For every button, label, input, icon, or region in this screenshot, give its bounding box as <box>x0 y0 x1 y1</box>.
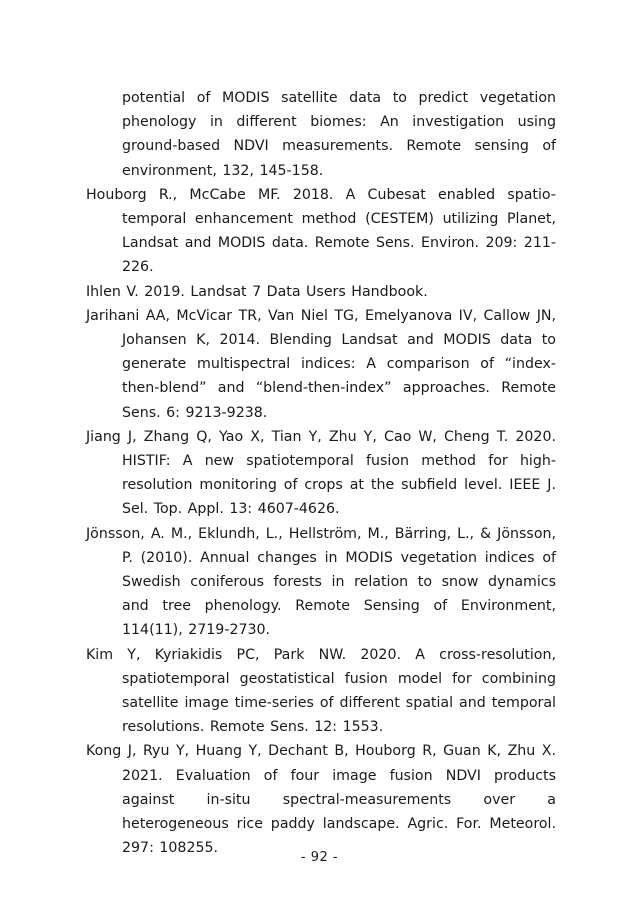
reference-entry: Jönsson, A. M., Eklundh, L., Hellström, M., Bärring, L., & Jönsson, P. (2010). Annual changes in MODIS vegetation indices of Swedish coniferous forests in relation to snow dynamics and tree phenology. Remote Sensing of Environment, 114(11), 2719-2730. <box>86 525 556 639</box>
reference-list <box>86 86 556 861</box>
reference-entry: Ihlen V. 2019. Landsat 7 Data Users Handbook. <box>86 283 428 300</box>
reference-entry: Kim Y, Kyriakidis PC, Park NW. 2020. A cross-resolution, spatiotemporal geostatistical fusion model for combining satellite image time-series of different spatial and temporal resolutions. Remote Sens. 12: 1553. <box>86 646 556 736</box>
reference-entry: Kong J, Ryu Y, Huang Y, Dechant B, Houborg R, Guan K, Zhu X. 2021. Evaluation of four image fusion NDVI products against in-situ spectral-measurements over a heterogeneous rice paddy landscape. Agric. For. Meteorol. 297: 108255. <box>86 743 556 857</box>
reference-entry: Jiang J, Zhang Q, Yao X, Tian Y, Zhu Y, Cao W, Cheng T. 2020. HISTIF: A new spatiotemporal fusion method for high-resolution monitoring of crops at the subfield level. IEEE J. Sel. Top. Appl. 13: 4607-4626. <box>86 428 556 518</box>
reference-entry: potential of MODIS satellite data to predict vegetation phenology in different biomes: An investigation using ground-based NDVI measurements. Remote sensing of environment, 132, 145-158. <box>122 90 556 179</box>
page-number: - 92 - <box>300 850 339 865</box>
reference-entry: Jarihani AA, McVicar TR, Van Niel TG, Emelyanova IV, Callow JN, Johansen K, 2014. Blending Landsat and MODIS data to generate multispectral indices: A comparison of “index-then-blend” and “blend-then-index” approaches. Remote Sens. 6: 9213-9238. <box>86 307 556 421</box>
reference-entry: Houborg R., McCabe MF. 2018. A Cubesat enabled spatio-temporal enhancement method (CESTEM) utilizing Planet, Landsat and MODIS data. Remote Sens. Environ. 209: 211-226. <box>86 186 556 276</box>
